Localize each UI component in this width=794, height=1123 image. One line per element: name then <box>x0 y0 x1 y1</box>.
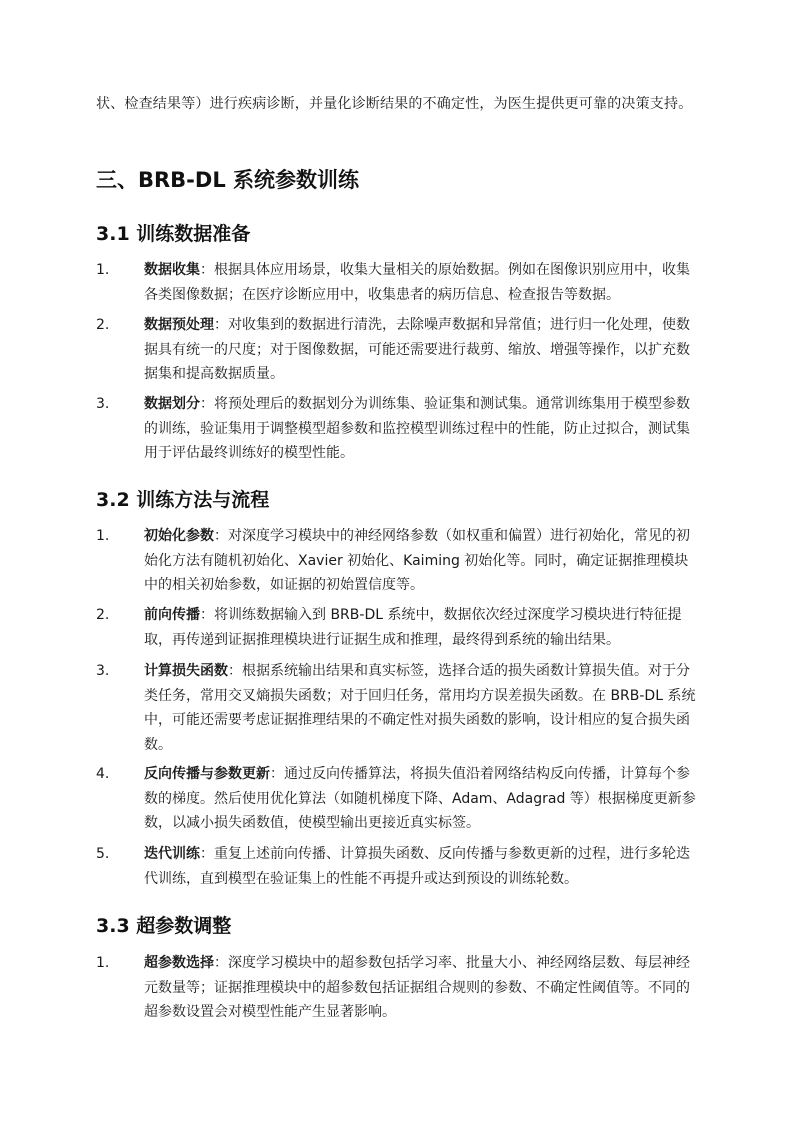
list-item-text: ：重复上述前向传播、计算损失函数、反向传播与参数更新的过程，进行多轮迭代训练，直到模型在验证集上的性能不再提升或达到预设的训练轮数。 <box>144 846 690 887</box>
section-3-3-heading: 3.3 超参数调整 <box>96 915 232 937</box>
list-item-text: ：将预处理后的数据划分为训练集、验证集和测试集。通常训练集用于模型参数的训练，验证集用于调整模型超参数和监控模型训练过程中的性能，防止过拟合，测试集用于评估最终训练好的模型性能。 <box>144 396 690 461</box>
list-item-term: 迭代训练 <box>144 846 200 862</box>
list-number: 2. <box>96 317 110 333</box>
list-number: 3. <box>96 396 110 412</box>
list-item-body <box>144 951 702 1025</box>
list-number: 1. <box>96 955 110 971</box>
section-3-heading: 三、BRB-DL 系统参数训练 <box>96 168 360 192</box>
list-number: 4. <box>96 766 110 782</box>
list-number: 2. <box>96 607 110 623</box>
list-item-text: ：通过反向传播算法，将损失值沿着网络结构反向传播，计算每个参数的梯度。然后使用优化算法（如随机梯度下降、Adam、Adagrad 等）根据梯度更新参数，以减小损失函数值，使模型输出更接近真实标签。 <box>144 766 696 831</box>
list-number: 1. <box>96 528 110 544</box>
list-item-term: 初始化参数 <box>144 528 214 544</box>
list-item-body <box>144 603 702 652</box>
list-item-body <box>144 762 702 836</box>
list-item-body <box>144 524 702 598</box>
list-item-body <box>144 392 702 466</box>
list-item-body <box>144 659 702 757</box>
list-item-term: 计算损失函数 <box>144 663 228 679</box>
section-3-2-heading: 3.2 训练方法与流程 <box>96 489 270 511</box>
list-item-term: 数据预处理 <box>144 317 214 333</box>
list-item-body <box>144 842 702 891</box>
list-item-text: ：根据系统输出结果和真实标签，选择合适的损失函数计算损失值。对于分类任务，常用交叉熵损失函数；对于回归任务，常用均方误差损失函数。在 BRB-DL 系统中，可能还需要考虑证据推理结果的不确定性对损失函数的影响，设计相应的复合损失函数。 <box>144 663 696 753</box>
list-item-term: 前向传播 <box>144 607 200 623</box>
list-item-text: ：深度学习模块中的超参数包括学习率、批量大小、神经网络层数、每层神经元数量等；证据推理模块中的超参数包括证据组合规则的参数、不确定性阈值等。不同的超参数设置会对模型性能产生显著影响。 <box>144 955 690 1020</box>
section-3-1-heading: 3.1 训练数据准备 <box>96 223 251 245</box>
list-item-term: 数据收集 <box>144 262 200 278</box>
list-item-text: ：根据具体应用场景，收集大量相关的原始数据。例如在图像识别应用中，收集各类图像数据；在医疗诊断应用中，收集患者的病历信息、检查报告等数据。 <box>144 262 690 303</box>
list-item-body <box>144 313 702 387</box>
list-item-term: 超参数选择 <box>144 955 214 971</box>
list-item-term: 数据划分 <box>144 396 200 412</box>
list-item-text: ：对深度学习模块中的神经网络参数（如权重和偏置）进行初始化，常见的初始化方法有随机初始化、Xavier 初始化、Kaiming 初始化等。同时，确定证据推理模块中的相关初始参数，如证据的初始置信度等。 <box>144 528 690 593</box>
list-item-term: 反向传播与参数更新 <box>144 766 270 782</box>
list-item-text: ：对收集到的数据进行清洗，去除噪声数据和异常值；进行归一化处理，使数据具有统一的尺度；对于图像数据，可能还需要进行裁剪、缩放、增强等操作，以扩充数据集和提高数据质量。 <box>144 317 690 382</box>
list-number: 1. <box>96 262 110 278</box>
list-number: 5. <box>96 846 110 862</box>
list-item-body <box>144 258 702 307</box>
intro-paragraph: 状、检查结果等）进行疾病诊断，并量化诊断结果的不确定性，为医生提供更可靠的决策支持。 <box>96 96 693 112</box>
list-number: 3. <box>96 663 110 679</box>
list-item-text: ：将训练数据输入到 BRB-DL 系统中，数据依次经过深度学习模块进行特征提取，再传递到证据推理模块进行证据生成和推理，最终得到系统的输出结果。 <box>144 607 682 648</box>
